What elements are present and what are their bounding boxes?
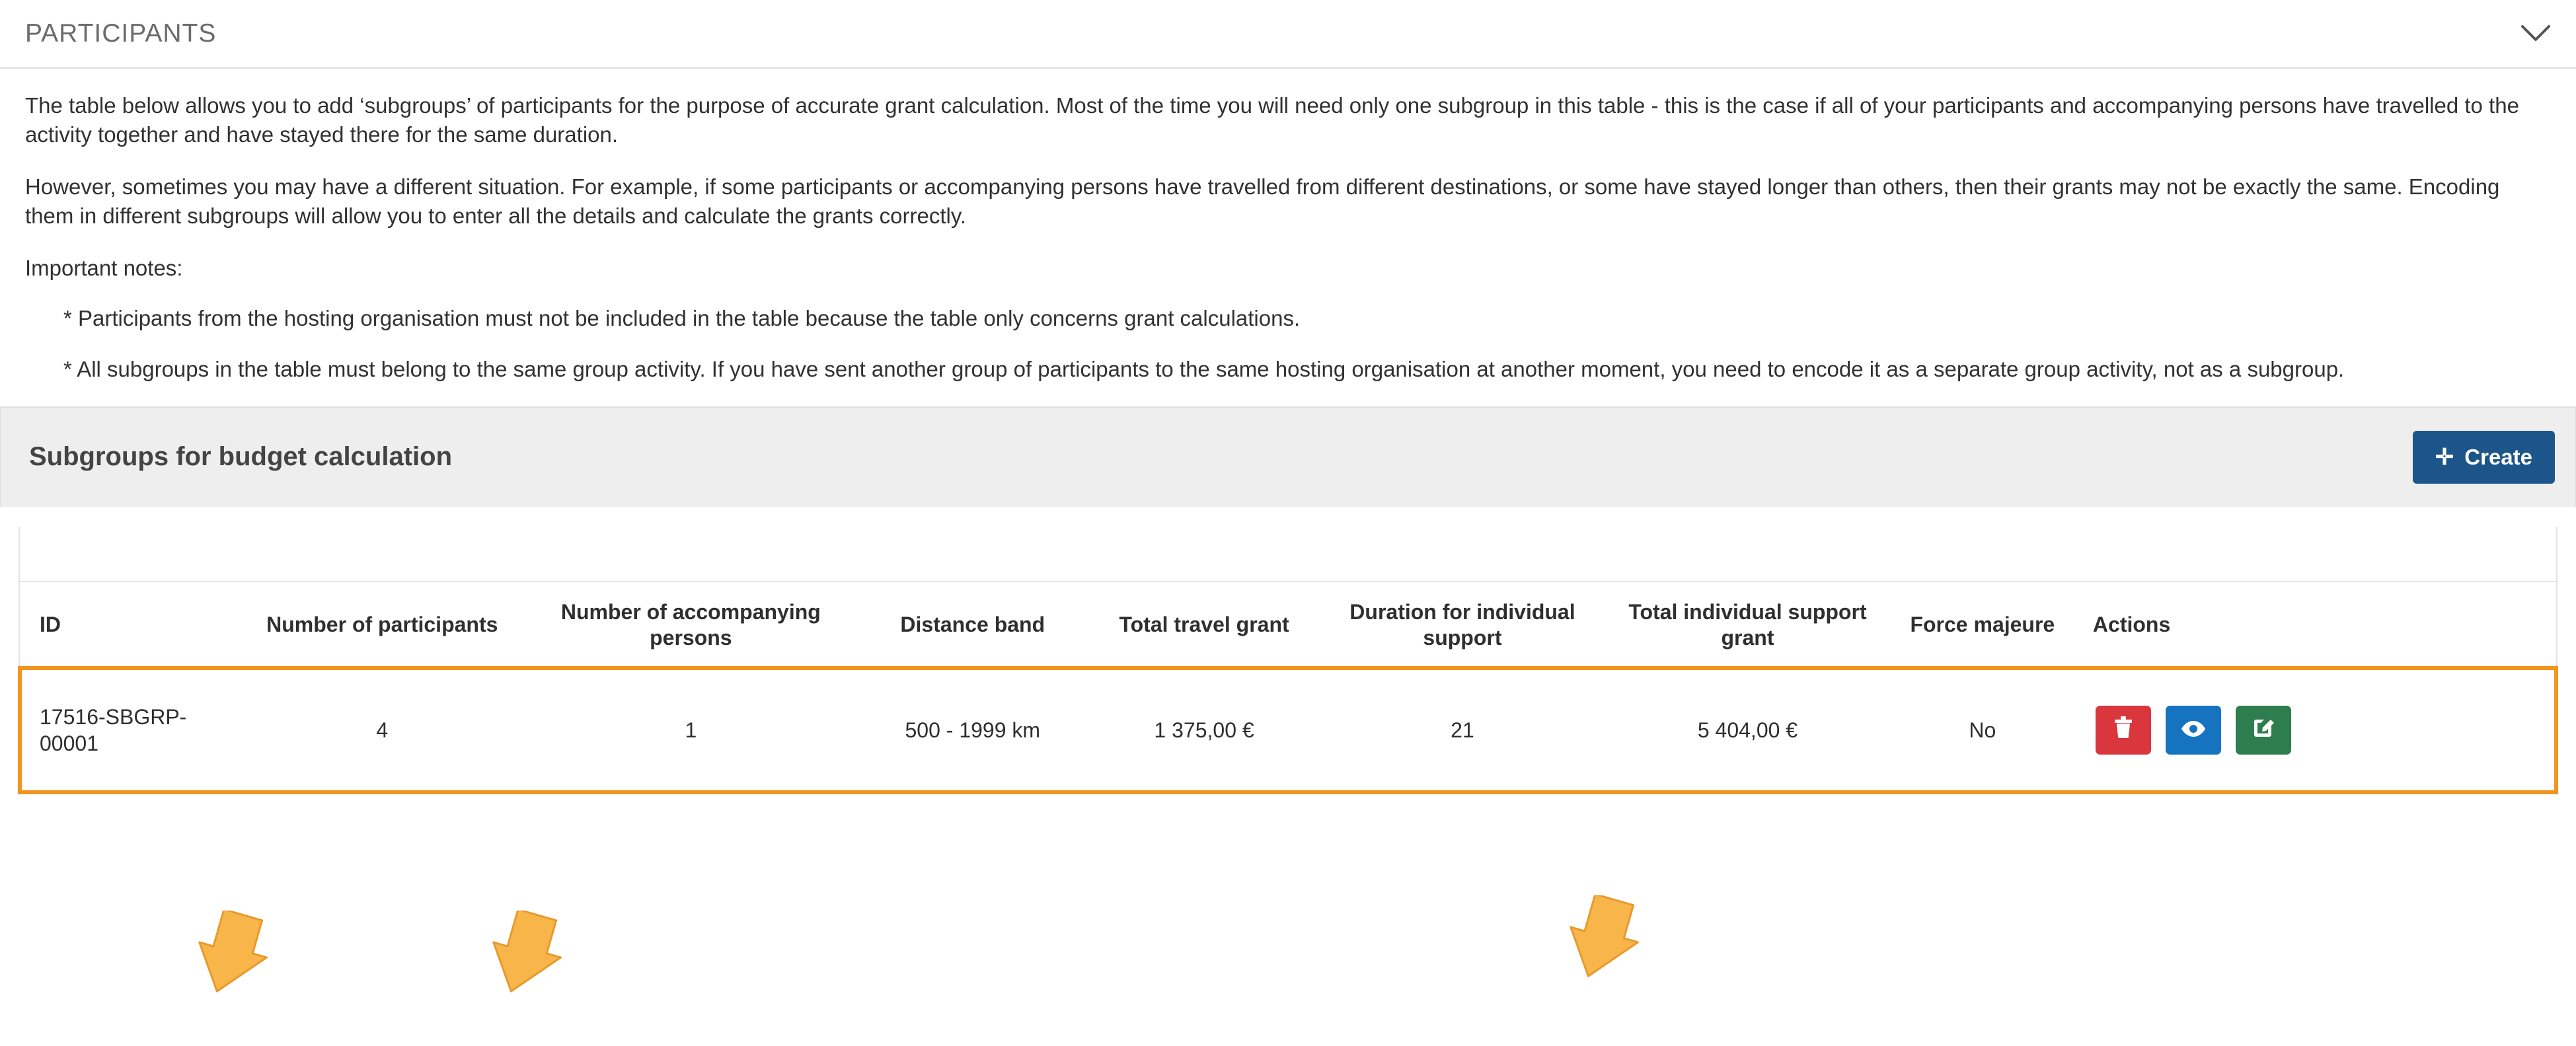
create-button[interactable] bbox=[2413, 431, 2555, 484]
chevron-down-icon[interactable] bbox=[2518, 16, 2554, 52]
column-header-total-individual-support-grant: Total individual support grant bbox=[1628, 599, 1867, 650]
delete-button[interactable] bbox=[2096, 706, 2151, 755]
delete-icon bbox=[2113, 716, 2133, 744]
orange-arrow-accompanying-persons bbox=[489, 911, 562, 990]
column-header-force-majeure: Force majeure bbox=[1910, 613, 2055, 637]
important-note-1: * Participants from the hosting organisation must not be included in the table because the table only concerns grant calculations. bbox=[63, 305, 1301, 330]
table-header-row bbox=[20, 582, 2556, 668]
column-header-number-of-accompanying-persons: Number of accompanying persons bbox=[560, 599, 821, 650]
subgroups-panel-title: Subgroups for budget calculation bbox=[29, 442, 452, 472]
cell-duration-individual-support: 21 bbox=[1451, 718, 1474, 742]
column-header-actions: Actions bbox=[2092, 613, 2171, 637]
cell-actions bbox=[2073, 668, 2556, 792]
plus-icon: ✛ bbox=[2435, 444, 2454, 470]
cell-number-of-accompanying-persons: 1 bbox=[685, 718, 697, 742]
create-button-label: Create bbox=[2464, 444, 2532, 469]
edit-icon bbox=[2252, 716, 2275, 744]
eye-icon bbox=[2180, 717, 2207, 743]
column-header-distance-band: Distance band bbox=[900, 613, 1045, 637]
cell-id: 17516-SBGRP-00001 bbox=[40, 704, 187, 755]
cell-total-travel-grant: 1 375,00 € bbox=[1154, 718, 1254, 742]
intro-paragraph-2: However, sometimes you may have a different situation. For example, if some participants or accompanying persons have travelled from different destinations, or some have stayed longer than others, then their grants may not be exactly the same. Encoding them in different subgroups will allow you to enter all the details and calculate the grants correctly. bbox=[25, 174, 2500, 228]
orange-arrow-individual-support-grant bbox=[1566, 895, 1639, 975]
subgroups-table-panel bbox=[19, 527, 2557, 794]
cell-number-of-participants: 4 bbox=[376, 718, 389, 742]
column-header-id: ID bbox=[40, 613, 61, 637]
intro-paragraph-1: The table below allows you to add ‘subgroups’ of participants for the purpose of accurate grant calculation. Most of the time you will need only one subgroup in this table - this is the case if all of your participants and accompanying persons have travelled to the activity together and have stayed there for the same duration. bbox=[25, 93, 2519, 147]
participants-section-header bbox=[0, 0, 2576, 69]
edit-button[interactable] bbox=[2236, 706, 2291, 755]
column-header-total-travel-grant: Total travel grant bbox=[1119, 613, 1289, 637]
column-header-duration-individual-support: Duration for individual support bbox=[1349, 599, 1575, 650]
subgroups-table bbox=[20, 582, 2556, 792]
table-row[interactable] bbox=[20, 668, 2556, 792]
important-notes-label: Important notes: bbox=[25, 256, 183, 281]
orange-arrow-participants bbox=[195, 911, 268, 990]
intro-text bbox=[0, 69, 2576, 384]
page-title: PARTICIPANTS bbox=[25, 19, 217, 48]
cell-distance-band: 500 - 1999 km bbox=[905, 718, 1041, 742]
cell-force-majeure: No bbox=[1969, 718, 1996, 742]
row-action-buttons bbox=[2078, 706, 2536, 755]
view-button[interactable] bbox=[2166, 706, 2221, 755]
cell-total-individual-support-grant: 5 404,00 € bbox=[1697, 718, 1798, 742]
table-filter-row bbox=[20, 527, 2556, 582]
important-note-2: * All subgroups in the table must belong to the same group activity. If you have sent another group of participants to the same hosting organisation at another moment, you need to encode it as a separate group activity, not as a subgroup. bbox=[63, 357, 2345, 382]
subgroups-panel-header bbox=[0, 406, 2576, 507]
column-header-number-of-participants: Number of participants bbox=[266, 613, 498, 637]
